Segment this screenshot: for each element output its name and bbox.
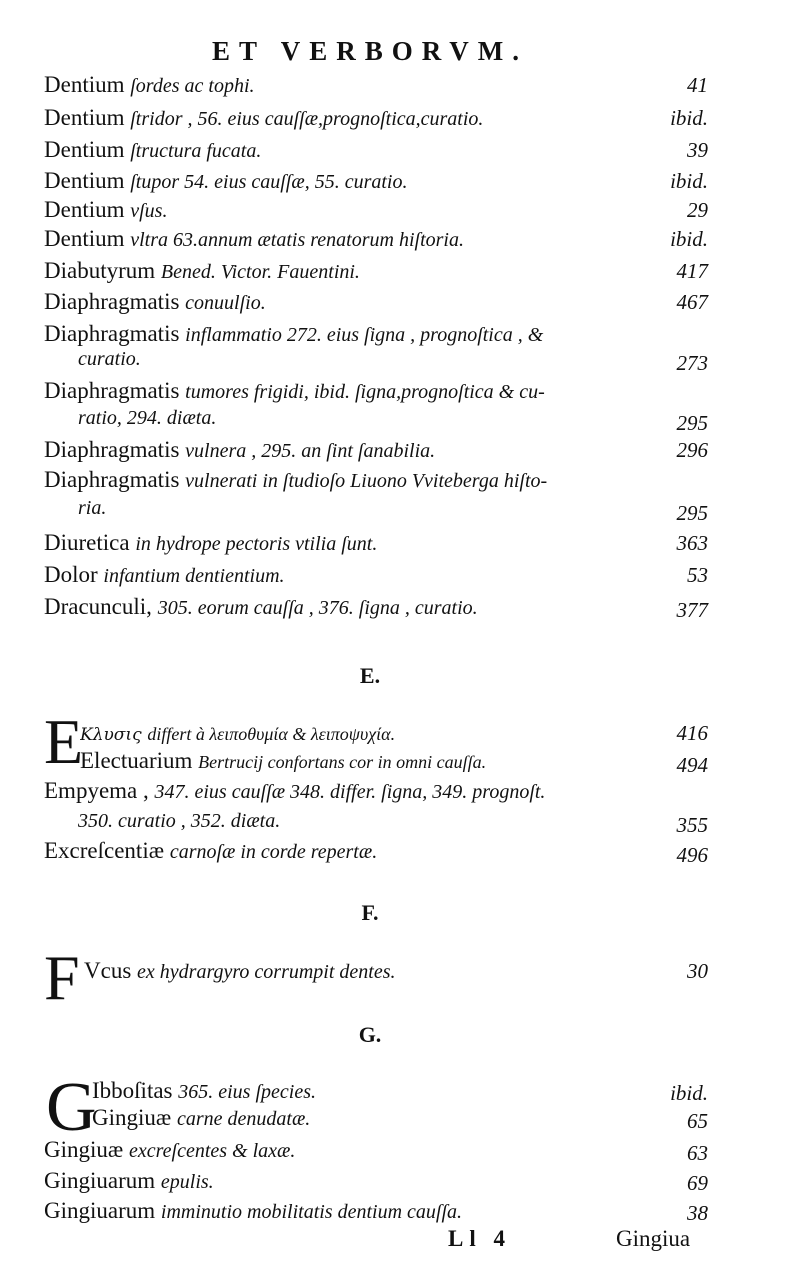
index-entry: Dentium vſus. <box>44 197 168 222</box>
page-ref: ibid. <box>670 169 708 193</box>
index-entry: Diaphragmatis vulnera , 295. an ſint ſanabilia. <box>44 437 436 462</box>
catchword: Gingiua <box>616 1226 691 1251</box>
index-entry-continuation: curatio. <box>78 348 141 370</box>
page-ref: 295 <box>676 501 708 525</box>
page-ref: 494 <box>676 753 708 777</box>
drop-cap-f: F <box>44 942 80 1013</box>
page-ref: 363 <box>676 531 708 555</box>
page-ref: ibid. <box>670 106 708 130</box>
index-entry-continuation: ria. <box>78 497 107 519</box>
page-ref: 496 <box>676 843 708 867</box>
drop-cap-g: G <box>46 1069 97 1146</box>
index-entry: Dentium vltra 63.annum ætatis renatorum hiſtoria. <box>44 226 464 251</box>
page-ref: 295 <box>676 411 708 435</box>
index-entry: Dolor infantium dentientium. <box>44 562 285 587</box>
page-ref: 417 <box>676 259 708 283</box>
index-entry: Diaphragmatis conuulſio. <box>44 289 266 314</box>
index-entry: Diuretica in hydrope pectoris vtilia ſunt. <box>44 530 378 555</box>
page-ref: 30 <box>687 959 708 983</box>
index-entry: Κλυσις differt à λειποθυμία & λειποψυχία. <box>80 724 396 745</box>
signature-mark: Ll 4 <box>448 1226 511 1251</box>
index-entry: Gingiuarum epulis. <box>44 1168 214 1193</box>
index-entry-continuation: ratio, 294. diæta. <box>78 407 217 429</box>
page-ref: 39 <box>687 138 708 162</box>
index-entry: Ibboſitas 365. eius ſpecies. <box>92 1078 316 1103</box>
index-entry: Gingiuæ excreſcentes & laxæ. <box>44 1137 296 1162</box>
page-ref: 38 <box>687 1201 708 1225</box>
section-letter-g: G. <box>358 1022 382 1047</box>
page-ref: 29 <box>687 198 708 222</box>
index-entry: Diabutyrum Bened. Victor. Fauentini. <box>44 258 360 283</box>
page-ref: ibid. <box>670 227 708 251</box>
section-letter-e: E. <box>359 663 381 688</box>
index-entry: Electuarium Bertrucij confortans cor in omni cauſſa. <box>80 748 487 773</box>
running-head: ET VERBORVM. <box>211 36 529 66</box>
index-entry: Dentium ſtupor 54. eius cauſſæ, 55. curatio. <box>44 168 408 193</box>
page-ref: 65 <box>687 1109 708 1133</box>
page-ref: 53 <box>687 563 708 587</box>
section-letter-f: F. <box>361 900 379 925</box>
page-ref: 377 <box>676 598 708 622</box>
page-ref: 273 <box>676 351 708 375</box>
index-entry: Dracunculi, 305. eorum cauſſa , 376. ſigna , curatio. <box>44 594 478 619</box>
index-entry: Gingiuæ carne denudatæ. <box>92 1105 311 1130</box>
index-entry: Dentium ſtructura fucata. <box>44 137 262 162</box>
index-entry-continuation: 350. curatio , 352. diæta. <box>78 810 281 832</box>
index-entry: Diaphragmatis tumores frigidi, ibid. ſigna,prognoſtica & cu- <box>44 378 545 403</box>
index-entry: Excreſcentiæ carnoſæ in corde repertæ. <box>44 838 378 863</box>
index-entry: Gingiuarum imminutio mobilitatis dentium cauſſa. <box>44 1198 463 1223</box>
page-ref: 416 <box>676 721 708 745</box>
page-ref: 69 <box>687 1171 708 1195</box>
page-ref: 296 <box>676 438 708 462</box>
index-entry: Vcus ex hydrargyro corrumpit dentes. <box>84 958 396 983</box>
page-ref: 41 <box>687 73 708 97</box>
page-ref: 355 <box>676 813 708 837</box>
index-entry: Empyema , 347. eius cauſſæ 348. differ. ſigna, 349. prognoſt. <box>44 778 546 803</box>
index-entry: Dentium ſordes ac tophi. <box>44 72 255 97</box>
page-ref: ibid. <box>670 1081 708 1105</box>
page-ref: 63 <box>687 1141 708 1165</box>
drop-cap-e: E <box>44 706 84 777</box>
index-entry: Dentium ſtridor , 56. eius cauſſæ,prognoſtica,curatio. <box>44 105 484 130</box>
index-entry: Diaphragmatis vulnerati in ſtudioſo Liuono Vviteberga hiſto- <box>44 467 548 492</box>
page-ref: 467 <box>676 290 708 314</box>
index-entry: Diaphragmatis inflammatio 272. eius ſigna , prognoſtica , & <box>44 321 544 346</box>
